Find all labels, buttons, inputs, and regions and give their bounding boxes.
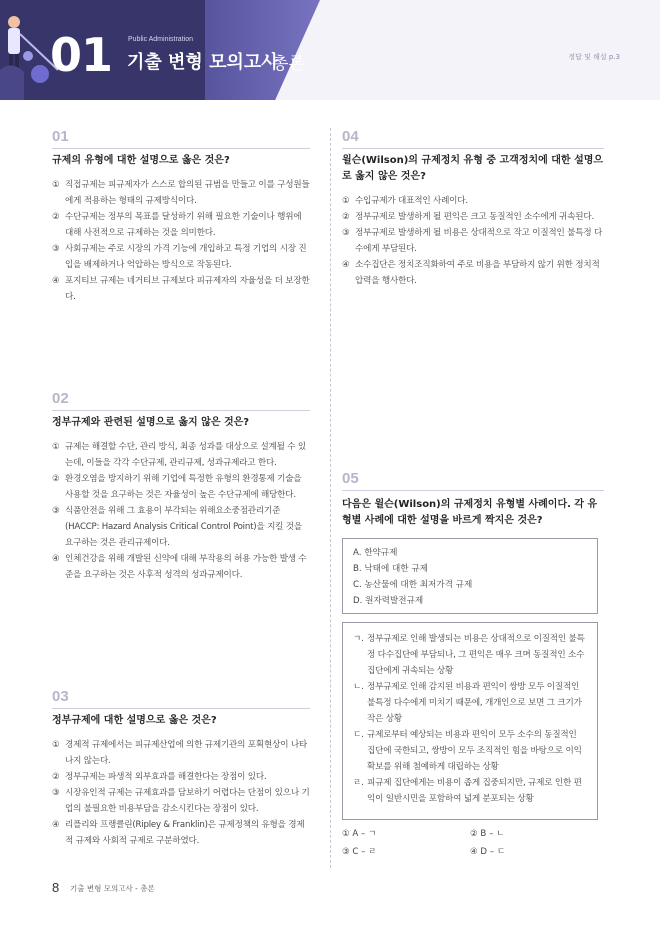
option-text: 규제는 해결할 수단, 관리 방식, 최종 성과를 대상으로 설계될 수 있는데, 이들을 각각 수단규제, 관리규제, 성과규제라고 한다. (65, 442, 307, 468)
option-text: 시장유인적 규제는 규제효과를 담보하기 어렵다는 단점이 있으나 기업의 불필요한 비용부담을 감소시킨다는 장점이 있다. (65, 788, 310, 814)
option-text: 인체건강을 위해 개발된 신약에 대해 부작용의 허용 가능한 발생 수준을 요구하는 것은 사후적 성격의 성과규제이다. (65, 554, 307, 580)
option-item[interactable] (52, 241, 310, 273)
description-text: 규제로부터 예상되는 비용과 편익이 모두 소수의 동질적인 집단에 국한되고, 쌍방이 모두 조직적인 힘을 바탕으로 이익 확보를 위해 첨예하게 대립하는 상황 (367, 730, 582, 772)
chapter-number: 01 (50, 28, 113, 82)
page-title: 기출 변형 모의고사 (127, 52, 279, 73)
page-title-suffix: 총론 (272, 54, 305, 74)
option-mark: ② (342, 212, 350, 222)
question-title: 다음은 윌슨(Wilson)의 규제정치 유형별 사례이다. 각 유형별 사례에 대한 설명을 바르게 짝지은 것은? (342, 499, 598, 526)
option-text: 소수집단은 정치조직화하여 주로 비용을 부담하지 않기 위한 정치적 압력을 행사한다. (355, 260, 600, 286)
description-item (353, 631, 587, 679)
option-item[interactable] (52, 177, 310, 209)
option-item[interactable] (342, 193, 604, 209)
option-item[interactable] (52, 737, 310, 769)
case-item: A. 한약규제 (353, 548, 398, 558)
option-mark: ③ (52, 788, 60, 798)
option-mark: ④ (52, 554, 60, 564)
option-item[interactable] (342, 225, 604, 257)
question-title: 정부규제에 대한 설명으로 옳은 것은? (52, 715, 217, 726)
option-text: 식품안전을 위해 그 효용이 부각되는 위해요소중점관리기준(HACCP: Hazard Analysis Critical Control Point)을 지킬 것을 요구하는 것은 관리규제이다. (65, 506, 303, 548)
question-number: 02 (52, 390, 69, 407)
option-text: 수단규제는 정부의 목표를 달성하기 위해 필요한 기술이나 행위에 대해 사전적으로 규제하는 것을 의미한다. (65, 212, 302, 238)
option-text: 정부규제로 발생하게 될 비용은 상대적으로 작고 이질적인 불특정 다수에게 부담된다. (355, 228, 603, 254)
descriptions-box (342, 622, 598, 820)
option-text: 사회규제는 주로 시장의 가격 기능에 개입하고 특정 기업의 시장 진입을 배제하거나 억압하는 방식으로 작동된다. (65, 244, 307, 270)
option-mark: ① (52, 740, 60, 750)
option-mark: ① (342, 196, 350, 206)
answer-option[interactable]: ③ C – ㄹ (342, 847, 377, 857)
option-text: 직접규제는 피규제자가 스스로 합의된 규범을 만들고 이를 구성원들에게 적용하는 형태의 규제방식이다. (65, 180, 310, 206)
option-item[interactable] (52, 769, 310, 785)
description-text: 정부규제로 인해 감지된 비용과 편익이 쌍방 모두 이질적인 불특정 다수에게 미치기 때문에, 개개인으로 보면 그 크기가 작은 상황 (367, 682, 582, 724)
option-list (52, 737, 310, 849)
description-text: 정부규제로 인해 발생되는 비용은 상대적으로 이질적인 불특정 다수집단에 부담되나, 그 편익은 매우 크며 동질적인 소수집단에게 귀속되는 상황 (367, 634, 585, 676)
question-rule (52, 148, 310, 149)
option-mark: ② (52, 772, 60, 782)
question-number: 05 (342, 470, 359, 487)
option-item[interactable] (52, 471, 310, 503)
option-mark: ③ (342, 228, 350, 238)
page-header (0, 0, 660, 100)
option-mark: ③ (52, 506, 60, 516)
question-title: 윌슨(Wilson)의 규제정치 유형 중 고객정치에 대한 설명으로 옳지 않은 것은? (342, 155, 604, 182)
answer-option[interactable]: ① A – ㄱ (342, 829, 377, 839)
option-text: 정부규제로 발생하게 될 편익은 크고 동질적인 소수에게 귀속된다. (355, 212, 594, 222)
case-item: B. 낙태에 대한 규제 (353, 564, 428, 574)
option-item[interactable] (52, 551, 310, 583)
option-item[interactable] (52, 273, 310, 305)
cases-box (342, 538, 598, 614)
question-rule (342, 148, 604, 149)
description-mark: ㄹ. (353, 778, 364, 788)
description-item (353, 679, 587, 727)
case-item: C. 농산물에 대한 최저가격 규제 (353, 580, 473, 590)
option-mark: ③ (52, 244, 60, 254)
case-item: D. 원자력발전규제 (353, 596, 424, 606)
option-text: 포지티브 규제는 네거티브 규제보다 피규제자의 자율성을 더 보장한다. (65, 276, 310, 302)
question-rule (52, 410, 310, 411)
answer-reference: 정답 및 해설 p.3 (568, 53, 620, 61)
option-mark: ① (52, 442, 60, 452)
description-mark: ㄷ. (353, 730, 364, 740)
option-mark: ② (52, 212, 60, 222)
option-mark: ② (52, 474, 60, 484)
description-text: 피규제 집단에게는 비용이 좁게 집중되지만, 규제로 인한 편익이 일반시민을 포함하여 넓게 분포되는 상황 (367, 778, 582, 804)
option-list (342, 193, 604, 289)
description-mark: ㄱ. (353, 634, 364, 644)
question-number: 01 (52, 128, 69, 145)
option-mark: ④ (52, 276, 60, 286)
question-rule (342, 490, 604, 491)
question-title: 규제의 유형에 대한 설명으로 옳은 것은? (52, 155, 230, 166)
option-item[interactable] (52, 817, 310, 849)
option-mark: ④ (342, 260, 350, 270)
option-item[interactable] (52, 503, 310, 551)
option-item[interactable] (342, 257, 604, 289)
question-rule (52, 708, 310, 709)
question-number: 03 (52, 688, 69, 705)
option-item[interactable] (52, 209, 310, 241)
option-text: 정부규제는 파생적 외부효과를 해결한다는 장점이 있다. (65, 772, 267, 782)
option-text: 수입규제가 대표적인 사례이다. (355, 196, 468, 206)
description-item (353, 727, 587, 775)
option-item[interactable] (52, 439, 310, 471)
option-text: 경제적 규제에서는 피규제산업에 의한 규제기관의 포획현상이 나타나지 않는다. (65, 740, 308, 766)
subject-english: Public Administration (128, 36, 193, 43)
description-item (353, 775, 587, 807)
option-list (52, 177, 310, 305)
column-divider (330, 128, 331, 868)
option-text: 리플리와 프랭클린(Ripley & Franklin)은 규제정책의 유형을 경제적 규제와 사회적 규제로 구분하였다. (65, 820, 305, 846)
question-title: 정부규제와 관련된 설명으로 옳지 않은 것은? (52, 417, 250, 428)
option-mark: ① (52, 180, 60, 190)
footer-text: 기출 변형 모의고사 - 총론 (70, 884, 155, 893)
question-number: 04 (342, 128, 359, 145)
answer-option[interactable]: ④ D – ㄷ (470, 847, 506, 857)
description-mark: ㄴ. (353, 682, 364, 692)
option-item[interactable] (342, 209, 604, 225)
option-item[interactable] (52, 785, 310, 817)
page-number: 8 (52, 880, 60, 895)
option-mark: ④ (52, 820, 60, 830)
option-text: 환경오염을 방지하기 위해 기업에 특정한 유형의 환경통제 기술을 사용할 것을 요구하는 것은 자율성이 높은 수단규제에 해당한다. (65, 474, 302, 500)
answer-option[interactable]: ② B – ㄴ (470, 829, 505, 839)
option-list (52, 439, 310, 583)
